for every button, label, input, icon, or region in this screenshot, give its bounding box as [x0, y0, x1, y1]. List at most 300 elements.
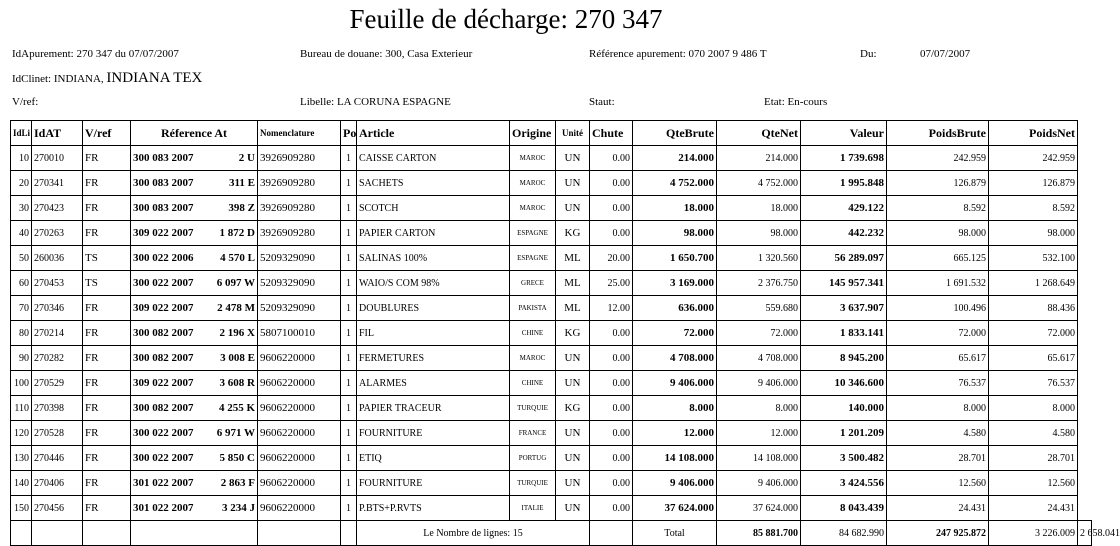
- row-article: FOURNITURE: [357, 471, 510, 496]
- row-unite: ML: [556, 271, 590, 296]
- reference-number: 300 083 2007: [133, 177, 194, 189]
- row-chute: 0.00: [590, 471, 633, 496]
- row-origine: GRECE: [510, 271, 556, 296]
- row-vref: FR: [83, 396, 131, 421]
- row-qte-net: 72.000: [717, 321, 801, 346]
- reference-number: 309 022 2007: [133, 377, 194, 389]
- row-poids-brute: 8.000: [887, 396, 989, 421]
- row-unite: KG: [556, 221, 590, 246]
- total-label: Total: [633, 521, 717, 546]
- row-chute: 0.00: [590, 496, 633, 521]
- row-qte-brute: 1 650.700: [633, 246, 717, 271]
- table-row: [11, 446, 1092, 471]
- row-idat: 270346: [32, 296, 83, 321]
- id-client-label: IdClinet: INDIANA,: [12, 73, 104, 85]
- row-poids-brute: 4.580: [887, 421, 989, 446]
- reference-suffix: 3 008 E: [220, 352, 255, 364]
- reference-suffix: 398 Z: [228, 202, 255, 214]
- row-qte-net: 9 406.000: [717, 471, 801, 496]
- row-po: 1: [341, 346, 357, 371]
- row-origine: FRANCE: [510, 421, 556, 446]
- table-row: [11, 246, 1092, 271]
- row-chute: 0.00: [590, 221, 633, 246]
- row-valeur: 1 833.141: [801, 321, 887, 346]
- row-article: CAISSE CARTON: [357, 146, 510, 171]
- row-valeur: 8 043.439: [801, 496, 887, 521]
- row-unite: ML: [556, 296, 590, 321]
- row-article: PAPIER TRACEUR: [357, 396, 510, 421]
- row-article: SCOTCH: [357, 196, 510, 221]
- row-idli: 60: [11, 271, 32, 296]
- col-origine: Origine: [510, 121, 556, 146]
- row-unite: UN: [556, 146, 590, 171]
- row-poids-net: 4.580: [989, 421, 1078, 446]
- table-row: [11, 221, 1092, 246]
- reference-suffix: 2 U: [238, 152, 255, 164]
- reference-number: 300 022 2007: [133, 277, 194, 289]
- client-line: [12, 70, 202, 87]
- row-idat: 270406: [32, 471, 83, 496]
- reference-suffix: 1 872 D: [219, 227, 255, 239]
- row-poids-net: 8.000: [989, 396, 1078, 421]
- row-valeur: 3 500.482: [801, 446, 887, 471]
- row-valeur: 1 739.698: [801, 146, 887, 171]
- row-qte-net: 1 320.560: [717, 246, 801, 271]
- row-poids-net: 126.879: [989, 171, 1078, 196]
- row-chute: 0.00: [590, 321, 633, 346]
- table-row: [11, 396, 1092, 421]
- row-idat: 260036: [32, 246, 83, 271]
- row-vref: TS: [83, 246, 131, 271]
- row-origine: MAROC: [510, 346, 556, 371]
- row-qte-net: 14 108.000: [717, 446, 801, 471]
- row-origine: ESPAGNE: [510, 246, 556, 271]
- row-poids-brute: 665.125: [887, 246, 989, 271]
- row-unite: UN: [556, 371, 590, 396]
- row-poids-net: 72.000: [989, 321, 1078, 346]
- row-vref: FR: [83, 371, 131, 396]
- row-idli: 120: [11, 421, 32, 446]
- row-origine: MAROC: [510, 171, 556, 196]
- row-valeur: 8 945.200: [801, 346, 887, 371]
- row-chute: 0.00: [590, 146, 633, 171]
- row-unite: UN: [556, 471, 590, 496]
- row-reference-at: [131, 296, 258, 321]
- col-valeur: Valeur: [801, 121, 887, 146]
- col-po: Po: [341, 121, 357, 146]
- row-reference-at: [131, 321, 258, 346]
- row-nomenclature: 5807100010: [258, 321, 341, 346]
- row-qte-net: 4 752.000: [717, 171, 801, 196]
- row-poids-brute: 8.592: [887, 196, 989, 221]
- table-row: [11, 296, 1092, 321]
- row-qte-brute: 9 406.000: [633, 371, 717, 396]
- row-nomenclature: 9606220000: [258, 446, 341, 471]
- row-poids-net: 1 268.649: [989, 271, 1078, 296]
- row-vref: FR: [83, 296, 131, 321]
- col-qte-brute: QteBrute: [633, 121, 717, 146]
- reference-suffix: 2 196 X: [219, 327, 255, 339]
- row-poids-brute: 65.617: [887, 346, 989, 371]
- row-po: 1: [341, 271, 357, 296]
- row-chute: 20.00: [590, 246, 633, 271]
- row-vref: FR: [83, 471, 131, 496]
- row-chute: 0.00: [590, 346, 633, 371]
- row-idat: 270529: [32, 371, 83, 396]
- row-vref: FR: [83, 446, 131, 471]
- row-idli: 150: [11, 496, 32, 521]
- row-nomenclature: 3926909280: [258, 221, 341, 246]
- row-origine: CHINE: [510, 321, 556, 346]
- col-article: Article: [357, 121, 510, 146]
- row-poids-brute: 12.560: [887, 471, 989, 496]
- reference-suffix: 3 234 J: [222, 502, 255, 514]
- row-poids-net: 12.560: [989, 471, 1078, 496]
- row-nomenclature: 9606220000: [258, 371, 341, 396]
- row-article: PAPIER CARTON: [357, 221, 510, 246]
- row-origine: MAROC: [510, 146, 556, 171]
- row-po: 1: [341, 421, 357, 446]
- row-valeur: 140.000: [801, 396, 887, 421]
- row-nomenclature: 5209329090: [258, 271, 341, 296]
- row-chute: 25.00: [590, 271, 633, 296]
- row-reference-at: [131, 346, 258, 371]
- row-idat: 270214: [32, 321, 83, 346]
- row-origine: PAKISTA: [510, 296, 556, 321]
- total-qte-brute: 85 881.700: [717, 521, 801, 546]
- table-row: [11, 371, 1092, 396]
- row-nomenclature: 3926909280: [258, 196, 341, 221]
- row-reference-at: [131, 271, 258, 296]
- table-row: [11, 346, 1092, 371]
- client-name: INDIANA TEX: [106, 70, 203, 86]
- row-qte-net: 12.000: [717, 421, 801, 446]
- col-poids-brute: PoidsBrute: [887, 121, 989, 146]
- row-article: WAIO/S COM 98%: [357, 271, 510, 296]
- row-vref: FR: [83, 221, 131, 246]
- row-idli: 50: [11, 246, 32, 271]
- row-po: 1: [341, 146, 357, 171]
- row-chute: 0.00: [590, 371, 633, 396]
- id-apurement: IdApurement: 270 347 du 07/07/2007: [12, 48, 179, 60]
- reference-number: 300 082 2007: [133, 402, 194, 414]
- row-valeur: 3 637.907: [801, 296, 887, 321]
- row-nomenclature: 9606220000: [258, 346, 341, 371]
- row-po: 1: [341, 396, 357, 421]
- row-idat: 270010: [32, 146, 83, 171]
- row-qte-brute: 8.000: [633, 396, 717, 421]
- row-article: ALARMES: [357, 371, 510, 396]
- row-idat: 270341: [32, 171, 83, 196]
- row-idat: 270453: [32, 271, 83, 296]
- nombre-lignes: Le Nombre de lignes: 15: [357, 521, 590, 546]
- row-qte-net: 98.000: [717, 221, 801, 246]
- reference-apurement: Référence apurement: 070 2007 9 486 T: [589, 48, 767, 60]
- row-poids-net: 8.592: [989, 196, 1078, 221]
- row-vref: FR: [83, 196, 131, 221]
- row-qte-brute: 9 406.000: [633, 471, 717, 496]
- row-poids-brute: 24.431: [887, 496, 989, 521]
- row-reference-at: [131, 471, 258, 496]
- reference-suffix: 311 E: [229, 177, 255, 189]
- row-poids-net: 532.100: [989, 246, 1078, 271]
- row-article: DOUBLURES: [357, 296, 510, 321]
- row-nomenclature: 9606220000: [258, 421, 341, 446]
- row-article: FOURNITURE: [357, 421, 510, 446]
- row-qte-brute: 4 708.000: [633, 346, 717, 371]
- row-nomenclature: 9606220000: [258, 471, 341, 496]
- bureau-douane: Bureau de douane: 300, Casa Exterieur: [300, 48, 473, 60]
- row-idat: 270263: [32, 221, 83, 246]
- statut: Staut:: [589, 96, 615, 108]
- row-po: 1: [341, 196, 357, 221]
- col-unite: Unité: [556, 121, 590, 146]
- row-chute: 0.00: [590, 396, 633, 421]
- total-poids-net: 2 658.041: [1078, 521, 1092, 546]
- row-idat: 270282: [32, 346, 83, 371]
- col-idli: IdLi: [11, 121, 32, 146]
- row-qte-brute: 18.000: [633, 196, 717, 221]
- row-poids-net: 28.701: [989, 446, 1078, 471]
- row-valeur: 145 957.341: [801, 271, 887, 296]
- table-footer-row: [11, 521, 1092, 546]
- row-qte-net: 559.680: [717, 296, 801, 321]
- reference-number: 300 022 2007: [133, 427, 194, 439]
- reference-number: 309 022 2007: [133, 227, 194, 239]
- row-poids-brute: 100.496: [887, 296, 989, 321]
- reference-number: 309 022 2007: [133, 302, 194, 314]
- row-origine: PORTUG: [510, 446, 556, 471]
- page-title: Feuille de décharge: 270 347: [349, 4, 663, 34]
- row-poids-brute: 72.000: [887, 321, 989, 346]
- row-po: 1: [341, 321, 357, 346]
- row-valeur: 10 346.600: [801, 371, 887, 396]
- row-vref: FR: [83, 171, 131, 196]
- table-header-row: [11, 121, 1092, 146]
- row-nomenclature: 9606220000: [258, 496, 341, 521]
- row-reference-at: [131, 396, 258, 421]
- row-idli: 130: [11, 446, 32, 471]
- col-poids-net: PoidsNet: [989, 121, 1078, 146]
- row-idli: 80: [11, 321, 32, 346]
- row-poids-net: 98.000: [989, 221, 1078, 246]
- row-origine: TURQUIE: [510, 471, 556, 496]
- row-unite: KG: [556, 396, 590, 421]
- row-origine: ESPAGNE: [510, 221, 556, 246]
- row-po: 1: [341, 296, 357, 321]
- decharge-table: [10, 120, 1120, 546]
- row-reference-at: [131, 496, 258, 521]
- row-qte-brute: 14 108.000: [633, 446, 717, 471]
- row-qte-brute: 37 624.000: [633, 496, 717, 521]
- table-row: [11, 146, 1092, 171]
- row-article: SACHETS: [357, 171, 510, 196]
- row-unite: UN: [556, 446, 590, 471]
- row-origine: CHINE: [510, 371, 556, 396]
- row-reference-at: [131, 221, 258, 246]
- row-po: 1: [341, 471, 357, 496]
- row-vref: FR: [83, 146, 131, 171]
- row-nomenclature: 3926909280: [258, 171, 341, 196]
- row-qte-brute: 636.000: [633, 296, 717, 321]
- row-poids-brute: 242.959: [887, 146, 989, 171]
- row-idli: 70: [11, 296, 32, 321]
- row-idli: 140: [11, 471, 32, 496]
- row-article: ETIQ: [357, 446, 510, 471]
- row-unite: UN: [556, 496, 590, 521]
- reference-suffix: 3 608 R: [219, 377, 255, 389]
- table-row: [11, 421, 1092, 446]
- row-valeur: 442.232: [801, 221, 887, 246]
- row-reference-at: [131, 246, 258, 271]
- row-po: 1: [341, 246, 357, 271]
- row-valeur: 3 424.556: [801, 471, 887, 496]
- col-idat: IdAT: [32, 121, 83, 146]
- row-chute: 0.00: [590, 421, 633, 446]
- row-poids-net: 24.431: [989, 496, 1078, 521]
- col-nomenclature: Nomenclature: [258, 121, 341, 146]
- row-unite: UN: [556, 421, 590, 446]
- row-vref: FR: [83, 346, 131, 371]
- col-reference-at: Réference At: [131, 121, 258, 146]
- row-vref: FR: [83, 496, 131, 521]
- row-chute: 0.00: [590, 196, 633, 221]
- row-idat: 270423: [32, 196, 83, 221]
- etat: Etat: En-cours: [764, 96, 828, 108]
- total-poids-brute: 3 226.009: [989, 521, 1078, 546]
- table-row: [11, 471, 1092, 496]
- reference-number: 300 082 2007: [133, 327, 194, 339]
- col-chute: Chute: [590, 121, 633, 146]
- row-idli: 100: [11, 371, 32, 396]
- row-po: 1: [341, 496, 357, 521]
- row-reference-at: [131, 421, 258, 446]
- row-poids-brute: 28.701: [887, 446, 989, 471]
- reference-number: 300 022 2007: [133, 452, 194, 464]
- row-qte-net: 4 708.000: [717, 346, 801, 371]
- row-poids-net: 242.959: [989, 146, 1078, 171]
- reference-suffix: 6 971 W: [216, 427, 255, 439]
- row-qte-net: 2 376.750: [717, 271, 801, 296]
- du-label: Du:: [860, 48, 877, 60]
- row-article: SALINAS 100%: [357, 246, 510, 271]
- reference-suffix: 4 570 L: [220, 252, 255, 264]
- row-valeur: 1 201.209: [801, 421, 887, 446]
- row-poids-brute: 76.537: [887, 371, 989, 396]
- reference-number: 300 082 2007: [133, 352, 194, 364]
- row-article: FERMETURES: [357, 346, 510, 371]
- row-vref: FR: [83, 321, 131, 346]
- row-unite: KG: [556, 321, 590, 346]
- row-vref: FR: [83, 421, 131, 446]
- row-qte-brute: 12.000: [633, 421, 717, 446]
- row-po: 1: [341, 371, 357, 396]
- row-idli: 110: [11, 396, 32, 421]
- row-idat: 270456: [32, 496, 83, 521]
- row-qte-net: 37 624.000: [717, 496, 801, 521]
- row-qte-brute: 98.000: [633, 221, 717, 246]
- row-unite: UN: [556, 346, 590, 371]
- total-qte-net: 84 682.990: [801, 521, 887, 546]
- libelle: Libelle: LA CORUNA ESPAGNE: [300, 96, 451, 108]
- row-reference-at: [131, 446, 258, 471]
- row-po: 1: [341, 221, 357, 246]
- reference-number: 300 083 2007: [133, 152, 194, 164]
- row-nomenclature: 5209329090: [258, 296, 341, 321]
- reference-suffix: 2 863 F: [220, 477, 255, 489]
- row-chute: 12.00: [590, 296, 633, 321]
- row-origine: MAROC: [510, 196, 556, 221]
- row-idli: 90: [11, 346, 32, 371]
- row-poids-brute: 126.879: [887, 171, 989, 196]
- row-idat: 270528: [32, 421, 83, 446]
- row-qte-net: 9 406.000: [717, 371, 801, 396]
- row-origine: ITALIE: [510, 496, 556, 521]
- reference-suffix: 5 850 C: [219, 452, 255, 464]
- row-qte-net: 214.000: [717, 146, 801, 171]
- row-origine: TURQUIE: [510, 396, 556, 421]
- row-nomenclature: 3926909280: [258, 146, 341, 171]
- table-row: [11, 271, 1092, 296]
- col-vref: V/ref: [83, 121, 131, 146]
- row-poids-brute: 1 691.532: [887, 271, 989, 296]
- total-valeur: 247 925.872: [887, 521, 989, 546]
- reference-suffix: 2 478 M: [217, 302, 255, 314]
- row-reference-at: [131, 196, 258, 221]
- reference-number: 300 022 2006: [133, 252, 194, 264]
- row-chute: 0.00: [590, 446, 633, 471]
- table-row: [11, 321, 1092, 346]
- row-po: 1: [341, 446, 357, 471]
- row-article: P.BTS+P.RVTS: [357, 496, 510, 521]
- row-unite: UN: [556, 171, 590, 196]
- table-row: [11, 196, 1092, 221]
- row-idat: 270398: [32, 396, 83, 421]
- table-row: [11, 496, 1092, 521]
- row-chute: 0.00: [590, 171, 633, 196]
- row-reference-at: [131, 171, 258, 196]
- row-qte-net: 18.000: [717, 196, 801, 221]
- row-poids-net: 88.436: [989, 296, 1078, 321]
- row-qte-brute: 3 169.000: [633, 271, 717, 296]
- row-reference-at: [131, 146, 258, 171]
- col-qte-net: QteNet: [717, 121, 801, 146]
- row-reference-at: [131, 371, 258, 396]
- du-value: 07/07/2007: [920, 48, 971, 60]
- row-article: FIL: [357, 321, 510, 346]
- row-idat: 270446: [32, 446, 83, 471]
- reference-suffix: 6 097 W: [216, 277, 255, 289]
- row-qte-brute: 72.000: [633, 321, 717, 346]
- row-valeur: 1 995.848: [801, 171, 887, 196]
- row-valeur: 429.122: [801, 196, 887, 221]
- row-nomenclature: 9606220000: [258, 396, 341, 421]
- vref-label: V/ref:: [12, 96, 39, 108]
- row-qte-net: 8.000: [717, 396, 801, 421]
- row-unite: ML: [556, 246, 590, 271]
- row-poids-net: 65.617: [989, 346, 1078, 371]
- row-po: 1: [341, 171, 357, 196]
- row-nomenclature: 5209329090: [258, 246, 341, 271]
- row-idli: 40: [11, 221, 32, 246]
- row-qte-brute: 214.000: [633, 146, 717, 171]
- row-valeur: 56 289.097: [801, 246, 887, 271]
- reference-suffix: 4 255 K: [218, 402, 255, 414]
- row-idli: 20: [11, 171, 32, 196]
- reference-number: 300 083 2007: [133, 202, 194, 214]
- row-idli: 10: [11, 146, 32, 171]
- row-poids-brute: 98.000: [887, 221, 989, 246]
